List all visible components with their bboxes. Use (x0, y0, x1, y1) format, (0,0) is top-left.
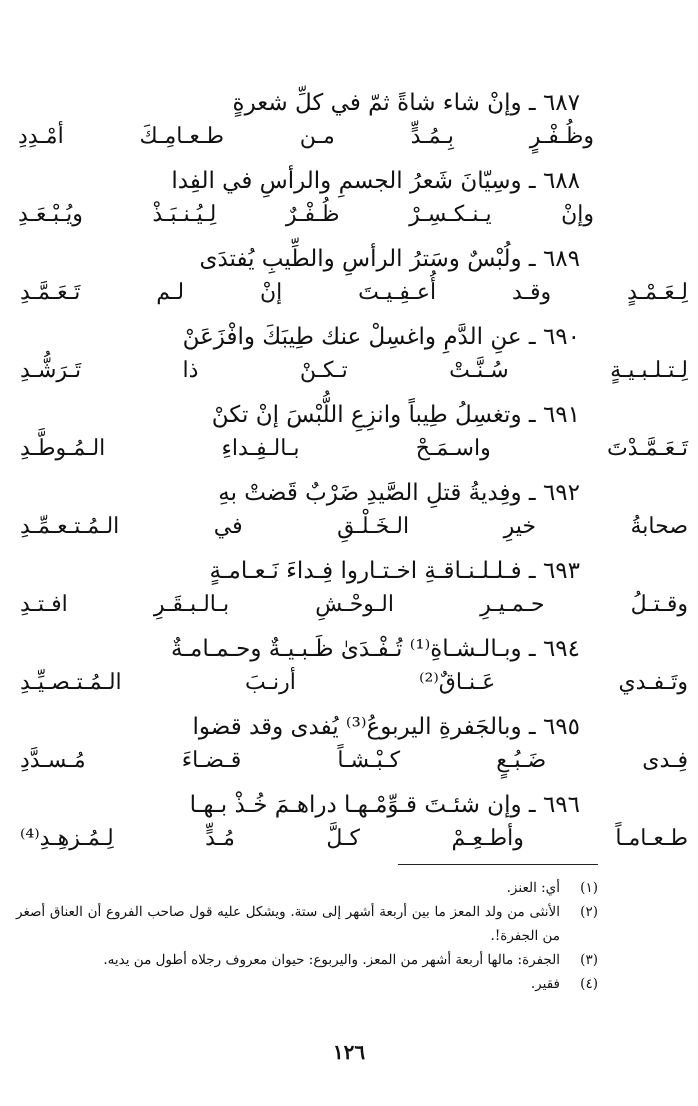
verse-first-hemistich: ٦٩٥ ـ وبالجَفرةِ اليربوعُ⁽³⁾ يُفدى وقد قضوا (192, 714, 580, 740)
verse-first-hemistich: ٦٩٦ ـ وإن شئـتَ قـوِّمْـهـا دراهـمَ خُـذْ بـهـا (189, 792, 580, 818)
verse-first-hemistich: ٦٨٩ ـ ولُبْسٌ وسَترُ الرأسِ والطِّيبِ يُفتدَى (199, 246, 580, 272)
verse-first-hemistich: ٦٩٣ ـ فـلـلـنـاقـةِ اخـتـاروا فِـداءَ نَـعـامـةٍ (209, 558, 580, 584)
verse-second-hemistich: لِـتـلـبـيـةٍ سُـنَّـتْ تـكـنْ ذا تَـرَشُّـدِ (20, 358, 688, 383)
page-number: ١٢٦ (332, 1040, 366, 1064)
footnote-marker: (٢) (580, 904, 598, 920)
verse-693 (0, 552, 698, 630)
verse-694 (0, 630, 698, 708)
footnote-3 (16, 948, 598, 972)
verse-691 (0, 396, 698, 474)
verse-first-hemistich: ٦٨٨ ـ وسِيّانَ شَعرُ الجسمِ والرأسِ في الفِدا (171, 168, 580, 194)
verse-second-hemistich: طـعـامـاً وأطـعِـمْ كـلَّ مُـدٍّ لِـمُـزهِـدِ⁽⁴⁾ (20, 826, 688, 851)
footnote-text: الجفرة: مالها أربعة أشهر من المعز. واليربوع: حيوان معروف رجلاه أطول من يديه. (103, 952, 560, 968)
verse-second-hemistich: وتَـفـدي عَـنـاقٌ⁽²⁾ أرنـبَ الـمُـتـصـيِّـدِ (20, 670, 688, 695)
verse-695 (0, 708, 698, 786)
footnotes (16, 876, 598, 996)
verse-first-hemistich: ٦٩٢ ـ وفِديةُ قتلِ الصَّيدِ ضَرْبٌ قَضتْ بهِ (218, 480, 580, 506)
verse-second-hemistich: وظُـفْـرٍ بِـمُـدٍّ مـن طـعـامِـكَ أمْـدِدِ (18, 124, 594, 149)
verse-second-hemistich: تَـعَـمَّـدْتَ واسـمَـحْ بـالـفِـداءِ الـمُـوطَّـدِ (20, 436, 688, 461)
verse-696 (0, 786, 698, 864)
verse-690 (0, 318, 698, 396)
footnote-marker: (١) (580, 880, 598, 896)
footnote-marker: (٣) (580, 952, 598, 968)
footnote-text: أي: العنز. (506, 880, 560, 896)
footnote-text: الأنثى من ولد المعز ما بين أربعة أشهر إلى ستة. ويشكل عليه قول صاحب الفروع أن العناق أصغر من الجفرة!. (16, 904, 560, 944)
verse-second-hemistich: لِـعَـمْـدٍ وقـد أُعـفِـيـتَ إنْ لـم تَـعَـمَّـدِ (20, 280, 688, 305)
verse-first-hemistich: ٦٩٠ ـ عنِ الدَّمِ واغسِلْ عنك طِيبَكَ وافْزَعَنْ (182, 324, 580, 350)
footnote-divider (398, 864, 598, 865)
verse-688 (0, 162, 698, 240)
footnote-1 (16, 876, 598, 900)
verse-first-hemistich: ٦٩١ ـ وتغسِلُ طِيباً وانزِعِ اللُّبْسَ إنْ تكنْ (211, 402, 580, 428)
verse-692 (0, 474, 698, 552)
verse-first-hemistich: ٦٩٤ ـ وبـالـشـاةِ⁽¹⁾ تُـفْـدَىٰ ظَـبـيـةٌ وحـمـامـةٌ (170, 636, 580, 662)
verse-689 (0, 240, 698, 318)
verse-second-hemistich: وإنْ يـنـكـسِـرْ ظُـفْـرٌ لِـيُـنـبَـذْ ويُـبْـعَـدِ (18, 202, 594, 227)
footnote-text: فقير. (530, 976, 560, 992)
footnote-marker: (٤) (580, 976, 598, 992)
verse-first-hemistich: ٦٨٧ ـ وإنْ شاء شاةً ثمّ في كلِّ شعرةٍ (232, 90, 580, 116)
verse-second-hemistich: فِـدى ضَـبُـعٍ كـبْـشـاً قـضـاءَ مُـسـدَّدِ (20, 748, 688, 773)
footnote-2 (16, 900, 598, 948)
verse-second-hemistich: صحابةُ خيرِ الـخَـلْـقِ في الـمُـتـعـمِّـدِ (20, 514, 688, 539)
poem-verses (0, 84, 698, 864)
verse-687 (0, 84, 698, 162)
verse-second-hemistich: وقـتـلُ حـمـيـرِ الـوحْـشِ بـالـبـقَـرِ افـتـدِ (20, 592, 688, 617)
footnote-4 (16, 972, 598, 996)
